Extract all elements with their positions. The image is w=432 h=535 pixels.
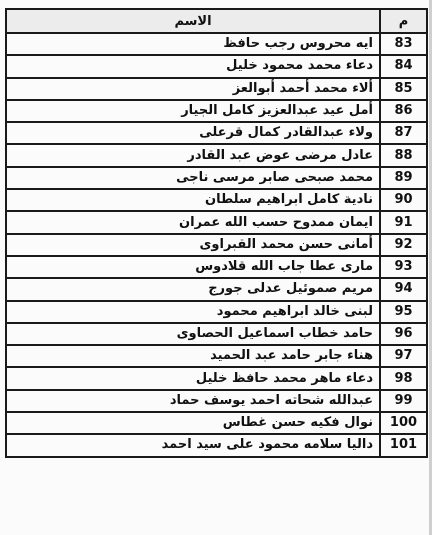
table-header-row bbox=[6, 9, 427, 33]
table-row bbox=[6, 301, 427, 323]
row-number: 94 bbox=[380, 278, 427, 300]
row-number: 83 bbox=[380, 33, 427, 55]
row-name: نادية كامل ابراهيم سلطان bbox=[6, 189, 380, 211]
table-row bbox=[6, 278, 427, 300]
number-column-header: م bbox=[380, 9, 427, 33]
table-row bbox=[6, 434, 427, 456]
table-row bbox=[6, 390, 427, 412]
row-number: 87 bbox=[380, 122, 427, 144]
row-name: عبدالله شحاته احمد يوسف حماد bbox=[6, 390, 380, 412]
row-number: 99 bbox=[380, 390, 427, 412]
row-name: داليا سلامه محمود على سيد احمد bbox=[6, 434, 380, 456]
row-number: 84 bbox=[380, 55, 427, 77]
row-number: 100 bbox=[380, 412, 427, 434]
row-name: ايمان ممدوح حسب الله عمران bbox=[6, 211, 380, 233]
row-number: 101 bbox=[380, 434, 427, 456]
row-number: 93 bbox=[380, 256, 427, 278]
row-name: مارى عطا جاب الله قلادوس bbox=[6, 256, 380, 278]
row-number: 97 bbox=[380, 345, 427, 367]
table-row bbox=[6, 33, 427, 55]
table-row bbox=[6, 412, 427, 434]
row-name: دعاء محمد محمود خليل bbox=[6, 55, 380, 77]
row-number: 92 bbox=[380, 234, 427, 256]
table-row bbox=[6, 122, 427, 144]
table-row bbox=[6, 189, 427, 211]
row-name: لبنى خالد ابراهيم محمود bbox=[6, 301, 380, 323]
row-name: أمانى حسن محمد القبراوى bbox=[6, 234, 380, 256]
table-row bbox=[6, 345, 427, 367]
row-number: 91 bbox=[380, 211, 427, 233]
row-name: هناء جابر حامد عبد الحميد bbox=[6, 345, 380, 367]
row-number: 90 bbox=[380, 189, 427, 211]
table-row bbox=[6, 100, 427, 122]
row-name: عادل مرضى عوض عبد القادر bbox=[6, 144, 380, 166]
row-name: دعاء ماهر محمد حافظ خليل bbox=[6, 367, 380, 389]
row-number: 98 bbox=[380, 367, 427, 389]
row-number: 85 bbox=[380, 78, 427, 100]
row-name: ألاء محمد أحمد أبوالعز bbox=[6, 78, 380, 100]
table-row bbox=[6, 167, 427, 189]
row-number: 96 bbox=[380, 323, 427, 345]
table-row bbox=[6, 211, 427, 233]
names-table bbox=[5, 8, 428, 458]
row-name: حامد خطاب اسماعيل الحصاوى bbox=[6, 323, 380, 345]
table-row bbox=[6, 367, 427, 389]
table-row bbox=[6, 256, 427, 278]
row-name: مريم صموئيل عدلى جورج bbox=[6, 278, 380, 300]
row-number: 89 bbox=[380, 167, 427, 189]
table-row bbox=[6, 234, 427, 256]
row-name: محمد صبحى صابر مرسى ناجى bbox=[6, 167, 380, 189]
row-name: أمل عيد عبدالعزيز كامل الجيار bbox=[6, 100, 380, 122]
row-number: 88 bbox=[380, 144, 427, 166]
table-row bbox=[6, 144, 427, 166]
table-body bbox=[6, 33, 427, 457]
row-name: نوال فكيه حسن غطاس bbox=[6, 412, 380, 434]
row-number: 86 bbox=[380, 100, 427, 122]
table-row bbox=[6, 55, 427, 77]
name-column-header: الاسم bbox=[6, 9, 380, 33]
table-row bbox=[6, 78, 427, 100]
table-row bbox=[6, 323, 427, 345]
row-name: ولاء عبدالقادر كمال قرعلى bbox=[6, 122, 380, 144]
row-name: ايه محروس رجب حافظ bbox=[6, 33, 380, 55]
row-number: 95 bbox=[380, 301, 427, 323]
